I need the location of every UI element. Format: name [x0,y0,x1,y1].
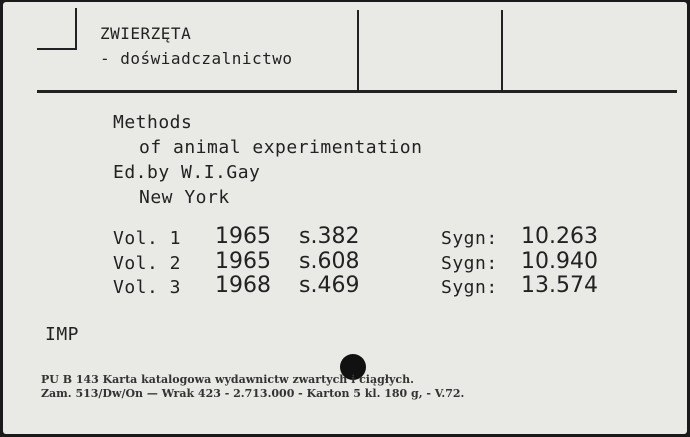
catalog-card [3,2,687,434]
header-middle-vertical-line [357,10,359,90]
title-line-1: Methods [113,112,193,133]
sygn-label: Sygn: [441,253,498,274]
classification-code: IMP [45,324,80,345]
volume-year: 1965 [215,224,271,249]
editor-line: Ed.by W.I.Gay [113,162,261,183]
sygn-label: Sygn: [441,277,498,298]
volume-label: Vol. 1 [113,228,182,249]
volume-pages: s.382 [299,224,360,249]
subsubject-heading: - doświadczalnictwo [100,49,293,68]
footer-line-2: Zam. 513/Dw/On — Wrak 423 - 2.713.000 - Karton 5 kl. 180 g, - V.72. [41,387,465,400]
volume-year: 1965 [215,249,271,274]
sygn-label: Sygn: [441,228,498,249]
volume-pages: s.469 [299,273,360,298]
header-left-vertical-line [75,8,77,50]
shelf-mark: 10.940 [521,249,598,274]
place-line: New York [139,187,230,208]
volume-label: Vol. 2 [113,253,182,274]
shelf-mark: 13.574 [521,273,598,298]
shelf-mark: 10.263 [521,224,598,249]
volume-year: 1968 [215,273,271,298]
header-bottom-rule [37,90,677,93]
header-left-short-line [37,48,77,50]
title-line-2: of animal experimentation [139,137,423,158]
header-right-vertical-line [501,10,503,90]
subject-heading: ZWIERZĘTA [100,24,192,43]
volume-label: Vol. 3 [113,277,182,298]
footer-line-1: PU B 143 Karta katalogowa wydawnictw zwartych i ciągłych. [41,373,414,386]
volume-pages: s.608 [299,249,360,274]
